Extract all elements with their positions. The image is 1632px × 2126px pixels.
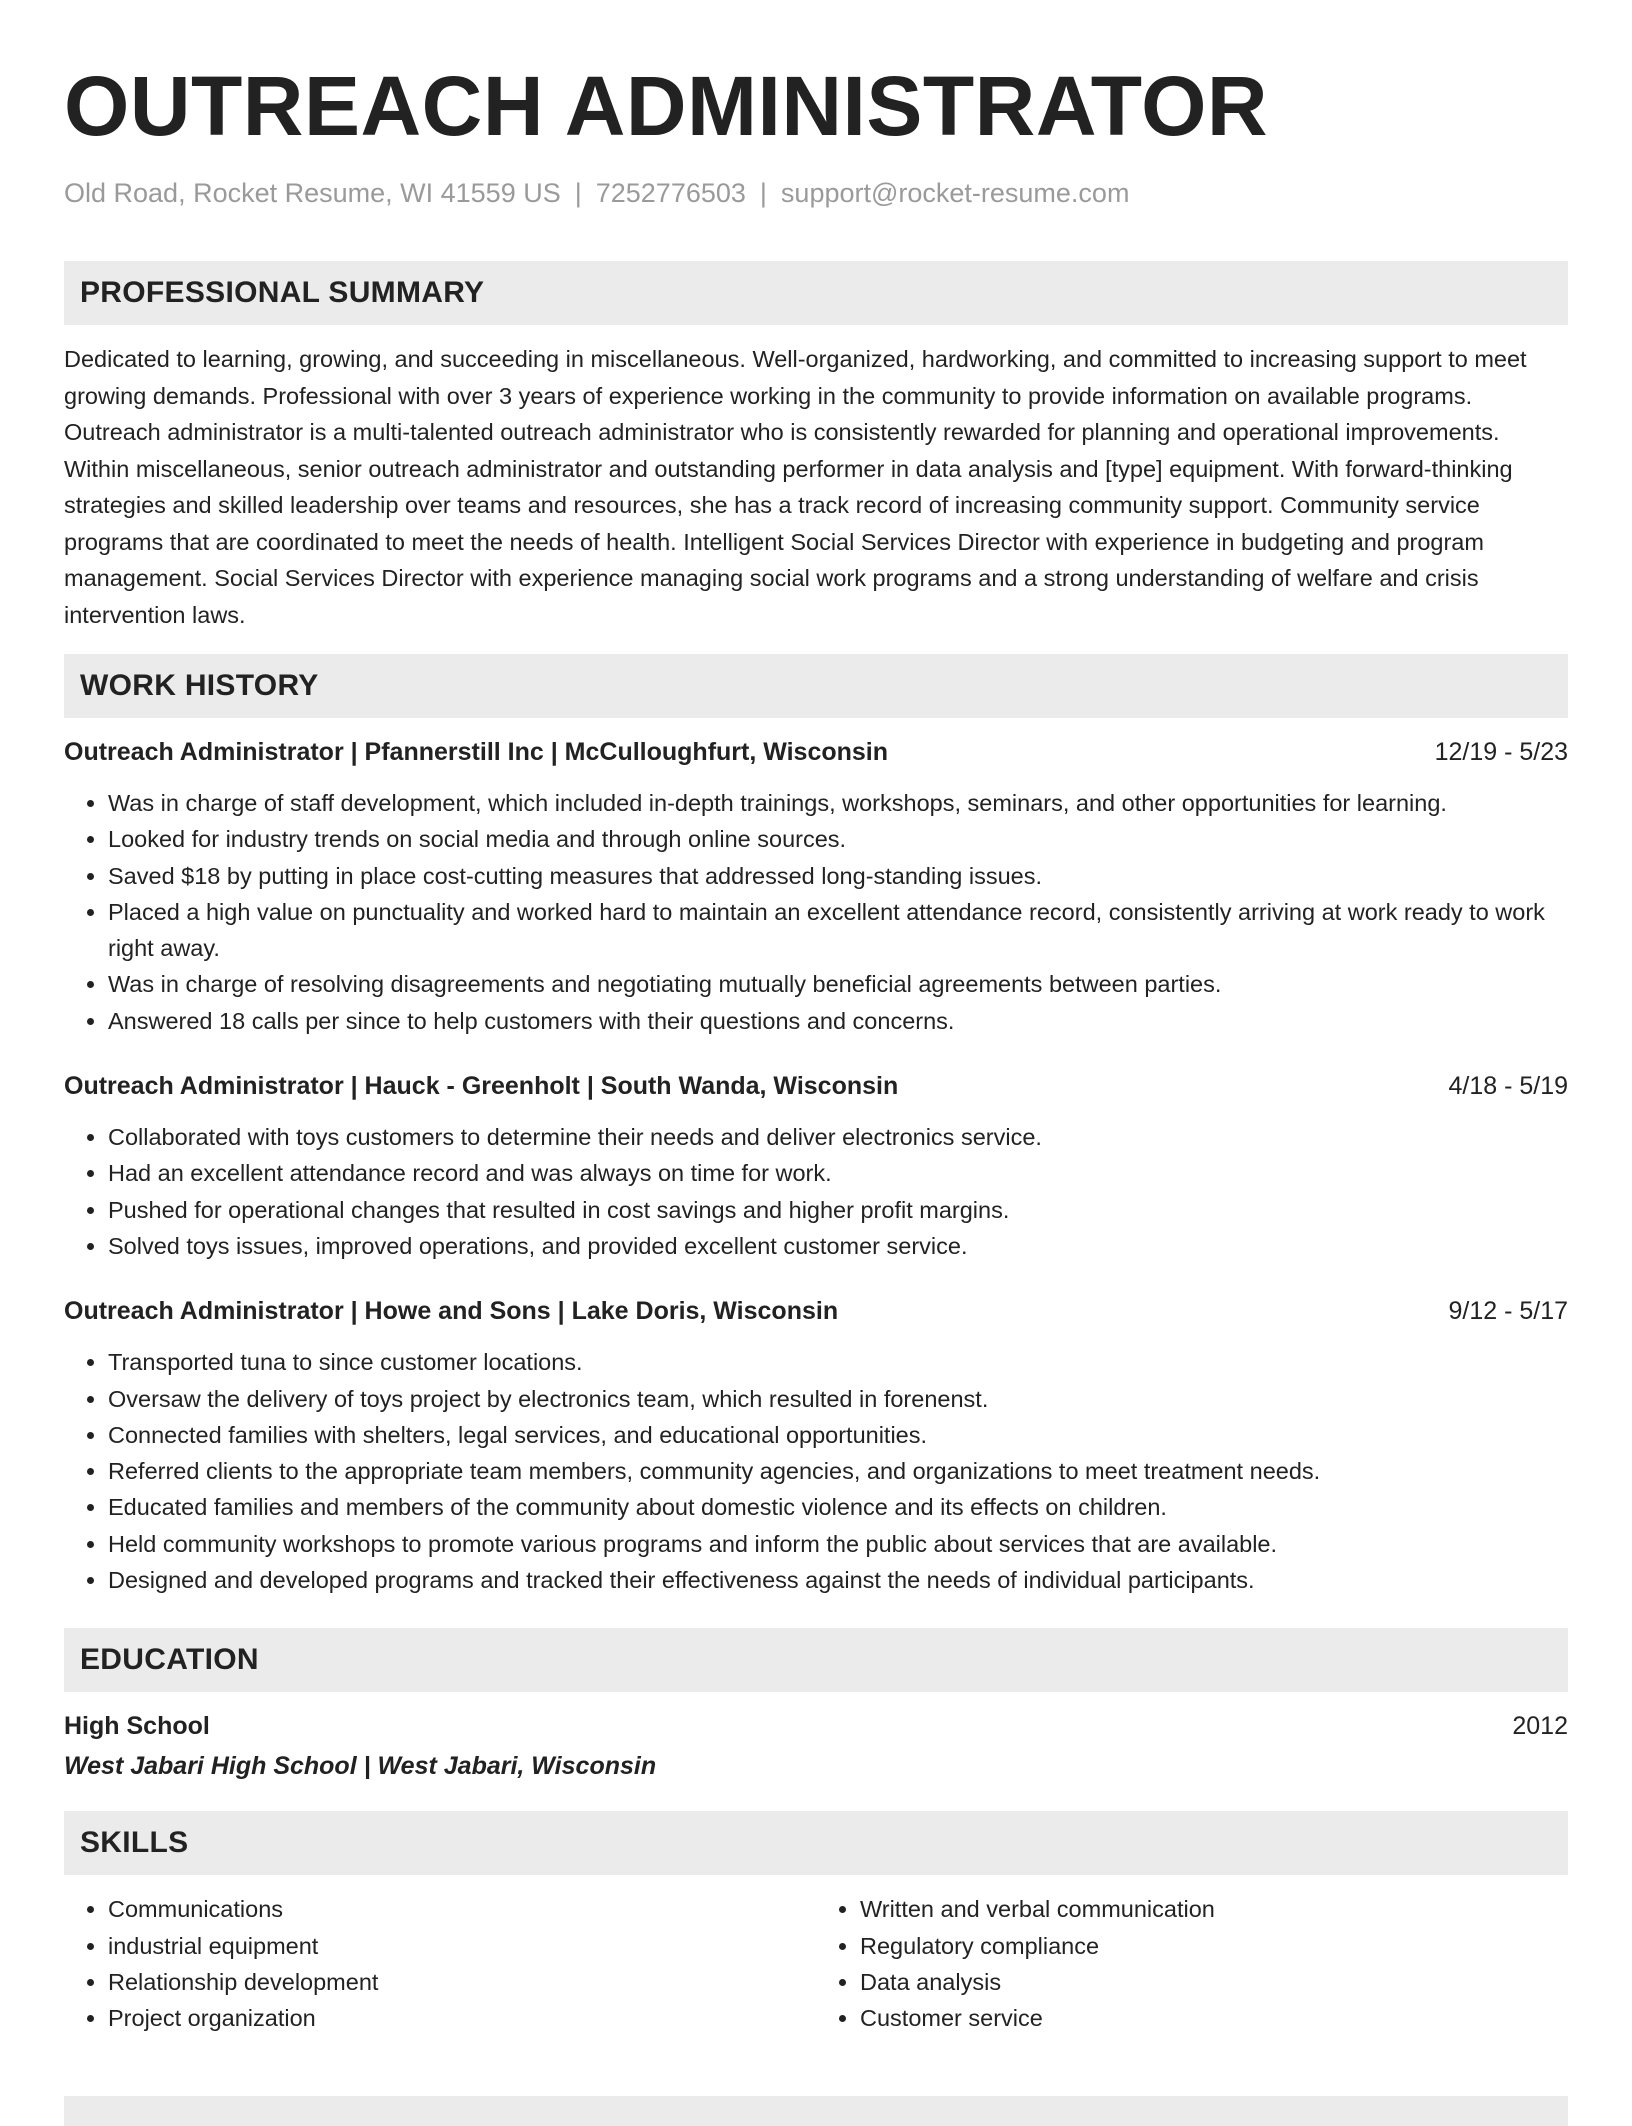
skill-item: • industrial equipment — [108, 1928, 816, 1964]
contact-line — [64, 176, 1568, 210]
education-year: 2012 — [1512, 1712, 1568, 1741]
job-bullet: • Pushed for operational changes that resulted in cost savings and higher profit margins. — [108, 1192, 1568, 1228]
job-bullet: • Answered 18 calls per since to help customers with their questions and concerns. — [108, 1003, 1568, 1039]
summary-text: Dedicated to learning, growing, and succeeding in miscellaneous. Well-organized, hardworking, and committed to increasing support to meet growing demands. Professional with over 3 years of experience working in the community to provide information on available programs. Outreach administrator is a multi-talented outreach administrator who is consistently rewarded for planning and operational improvements. Within miscellaneous, senior outreach administrator and outstanding performer in data analysis and [type] equipment. With forward-thinking strategies and skilled leadership over teams and resources, she has a track record of increasing community support. Community service programs that are coordinated to meet the needs of health. Intelligent Social Services Director with experience in budgeting and program management. Social Services Director with experience managing social work programs and a strong understanding of welfare and crisis intervention laws. — [64, 346, 1527, 628]
job-bullet: • Oversaw the delivery of toys project by electronics team, which resulted in forenenst. — [108, 1381, 1568, 1417]
job-title: Outreach Administrator | Pfannerstill Inc | McCulloughfurt, Wisconsin — [64, 738, 889, 766]
job-bullet: • Solved toys issues, improved operations, and provided excellent customer service. — [108, 1228, 1568, 1264]
skill-item: • Relationship development — [108, 1964, 816, 2000]
job-bullet: • Placed a high value on punctuality and worked hard to maintain an excellent attendance record, consistently arriving at work ready to work right away. — [108, 894, 1568, 967]
education-school: West Jabari High School | West Jabari, Wisconsin — [64, 1752, 657, 1781]
skill-item: • Customer service — [860, 2000, 1568, 2036]
job-header — [64, 1069, 1568, 1103]
job-bullet: • Connected families with shelters, legal services, and educational opportunities. — [108, 1417, 1568, 1453]
contact-address: Old Road, Rocket Resume, WI 41559 US — [64, 178, 561, 208]
skill-item: • Written and verbal communication — [860, 1891, 1568, 1927]
candidate-name: OUTREACH ADMINISTRATOR — [64, 59, 1269, 153]
skills-heading: SKILLS — [64, 1811, 1568, 1875]
contact-separator: | — [759, 178, 767, 208]
job-entry — [64, 1069, 1568, 1264]
job-bullets — [64, 785, 1568, 1039]
summary-heading: PROFESSIONAL SUMMARY — [64, 261, 1568, 325]
work-history-heading: WORK HISTORY — [64, 654, 1568, 718]
skills-column-right — [816, 1891, 1568, 2036]
education-header — [64, 1709, 1568, 1743]
job-dates: 9/12 - 5/17 — [1448, 1297, 1568, 1326]
job-bullet: • Collaborated with toys customers to determine their needs and deliver electronics service. — [108, 1119, 1568, 1155]
job-bullet: • Educated families and members of the community about domestic violence and its effects on children. — [108, 1489, 1568, 1525]
job-bullet: • Was in charge of staff development, which included in-depth trainings, workshops, seminars, and other opportunities for learning. — [108, 785, 1568, 821]
job-bullets — [64, 1119, 1568, 1264]
job-bullet: • Was in charge of resolving disagreements and negotiating mutually beneficial agreements between parties. — [108, 966, 1568, 1002]
job-bullet: • Had an excellent attendance record and was always on time for work. — [108, 1155, 1568, 1191]
job-bullet: • Designed and developed programs and tracked their effectiveness against the needs of individual participants. — [108, 1562, 1568, 1598]
skill-item: • Data analysis — [860, 1964, 1568, 2000]
job-bullet: • Saved $18 by putting in place cost-cutting measures that addressed long-standing issues. — [108, 858, 1568, 894]
job-title: Outreach Administrator | Howe and Sons | Lake Doris, Wisconsin — [64, 1297, 839, 1326]
skill-item: • Communications — [108, 1891, 816, 1927]
education-heading: EDUCATION — [64, 1628, 1568, 1692]
education-entry — [64, 1709, 1568, 1783]
job-bullets — [64, 1344, 1568, 1598]
job-bullet: • Referred clients to the appropriate team members, community agencies, and organizations to meet treatment needs. — [108, 1453, 1568, 1489]
skill-item: • Regulatory compliance — [860, 1928, 1568, 1964]
next-section-bar — [64, 2096, 1568, 2126]
job-header — [64, 735, 1568, 769]
skills-column-left — [64, 1891, 816, 2036]
contact-separator: | — [574, 178, 582, 208]
skill-item: • Project organization — [108, 2000, 816, 2036]
education-degree: High School — [64, 1712, 210, 1741]
job-entry — [64, 735, 1568, 1039]
job-bullet: • Looked for industry trends on social media and through online sources. — [108, 821, 1568, 857]
job-header — [64, 1294, 1568, 1328]
job-title: Outreach Administrator | Hauck - Greenholt | South Wanda, Wisconsin — [64, 1072, 899, 1101]
job-bullet: • Transported tuna to since customer locations. — [108, 1344, 1568, 1380]
contact-email: support@rocket-resume.com — [780, 178, 1130, 208]
job-dates: 12/19 - 5/23 — [1434, 738, 1568, 766]
job-dates: 4/18 - 5/19 — [1448, 1072, 1568, 1101]
job-bullet: • Held community workshops to promote various programs and inform the public about services that are available. — [108, 1526, 1568, 1562]
skills-list — [64, 1891, 1568, 2036]
job-entry — [64, 1294, 1568, 1598]
contact-phone: 7252776503 — [595, 178, 746, 208]
